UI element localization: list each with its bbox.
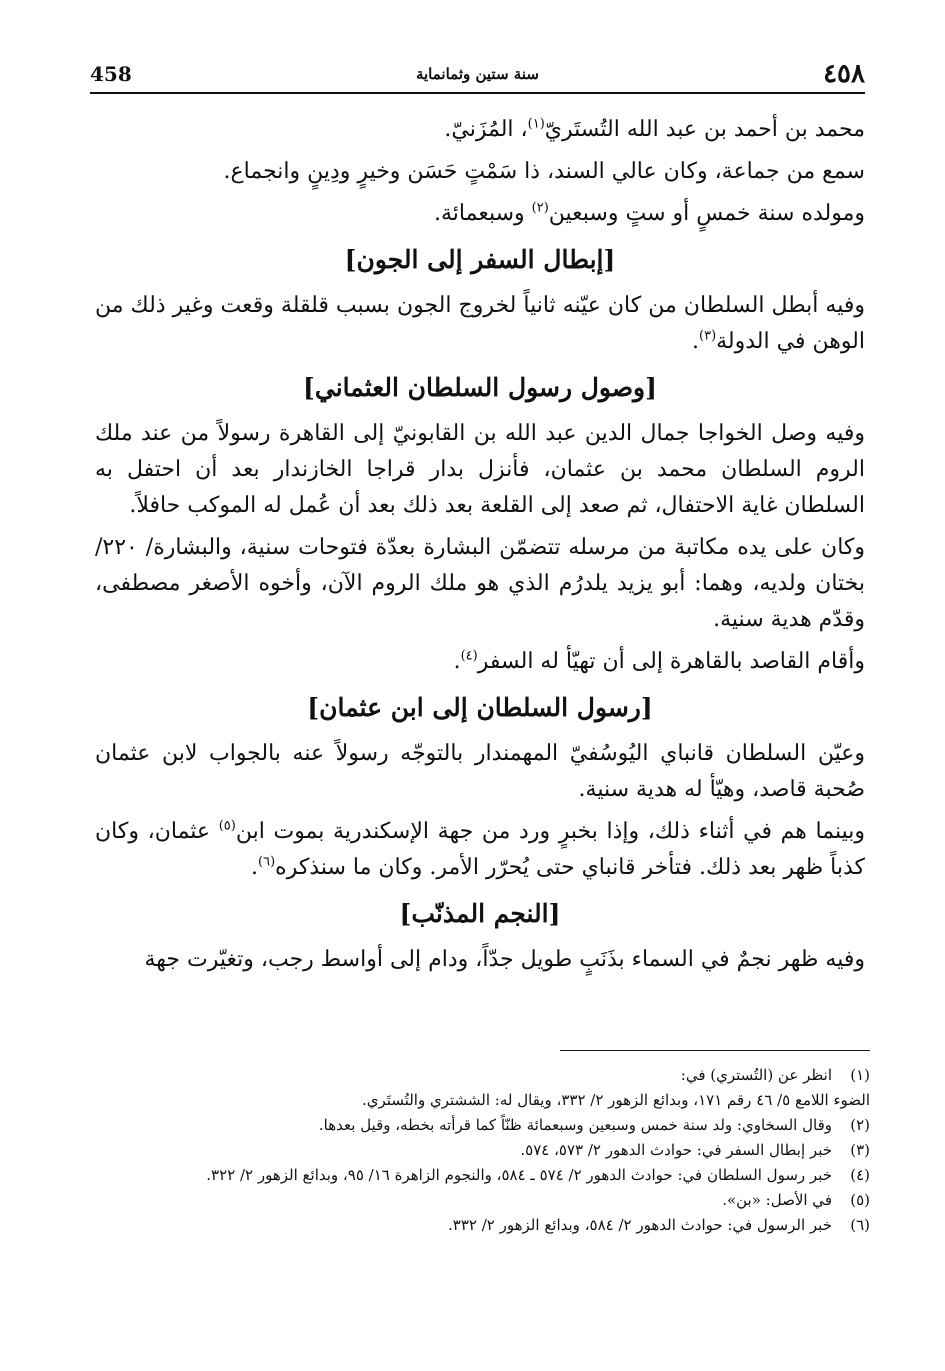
paragraph: وعيّن السلطان قانباي اليُوسُفيّ المهمندار بالتوجّه رسولاً عنه بالجواب لابن عثمان صُحبة قاصد، وهيّأ له هدية سنية. [95,741,865,802]
footnote-text: الضوء اللامع ٥/ ٤٦ رقم ١٧١، وبدائع الزهور ٢/ ٣٣٢، ويقال له: الششتري والتُستَري. [362,1091,870,1109]
paragraph: سمع من جماعة، وكان عالي السند، ذا سَمْتٍ حَسَن وخيرٍ ودِينٍ وانجماع. [223,159,865,184]
page-number-latin: 458 [90,62,132,86]
section-heading: [رسول السلطان إلى ابن عثمان] [307,693,653,722]
paragraph: محمد بن أحمد بن عبد الله التُستَريّ$^{(١)}$، المُزَنيّ. [444,116,865,142]
footnote-number: (٣) [850,1141,870,1159]
footnote-number: (١) [850,1066,870,1084]
footnotes [95,1064,870,1239]
footnote [95,1164,870,1187]
footnote [95,1064,870,1087]
footnote-text: خبر الرسول في: حوادث الدهور ٢/ ٥٨٤، وبدائع الزهور ٢/ ٣٣٢. [448,1216,832,1234]
section-heading: [وصول رسول السلطان العثماني] [303,373,657,402]
paragraph: وبينما هم في أثناء ذلك، وإذا بخبرٍ ورد من جهة الإسكندرية بموت ابن$^{(٥)}$ عثمان، وكان كذباً ظهر بعد ذلك. فتأخر قانباي حتى يُحرّر الأمر. وكان ما سنذكره$^{(٦)}$. [95,818,865,880]
paragraph: وكان على يده مكاتبة من مرسله تتضمّن البشارة بعدّة فتوحات سنية، والبشارة/ ٢٢٠/ بختان ولديه، وهما: أبو يزيد يلدرُم الذي هو ملك الروم الآن، وأخوه الأصغر مصطفى، وقدّم هدية سنية. [95,535,865,632]
footnote-text: خبر رسول السلطان في: حوادث الدهور ٢/ ٥٧٤ ـ ٥٨٤، والنجوم الزاهرة ١٦/ ٩٥، وبدائع الزهور ٢/ ٣٢٢. [206,1166,832,1184]
footnote-number: (٢) [850,1116,870,1134]
paragraph: وفيه أبطل السلطان من كان عيّنه ثانياً لخروج الجون بسبب قلقلة وقعت وغير ذلك من الوهن في الدولة$^{(٣)}$. [95,293,865,354]
paragraph: وأقام القاصد بالقاهرة إلى أن تهيّأ له السفر$^{(٤)}$. [453,648,865,674]
footnote-number: (٦) [850,1216,870,1234]
footnote-divider [560,1050,870,1051]
page-number-arabic: ٤٥٨ [823,59,865,89]
footnote-ref: (٣) [699,328,717,344]
footnote-text: وقال السخاوي: ولد سنة خمس وسبعين وسبعمائة ظنّاً كما قرأته بخطه، وقيل بعدها. [318,1116,832,1134]
footnote-text: انظر عن (التُستري) في: [680,1066,832,1084]
footnote-ref: (٥) [218,818,236,834]
footnote-ref: (٢) [531,200,549,216]
footnote [95,1114,870,1137]
main-text [95,112,865,984]
footnote-ref: (٦) [258,854,276,870]
section-heading: [النجم المذنّب] [399,899,561,928]
paragraph: ومولده سنة خمسٍ أو ستٍ وسبعين$^{(٢)}$ وسبعمائة. [434,200,865,226]
running-title: سنة ستين وثمانماية [415,65,539,83]
footnote-continuation [95,1089,870,1112]
page-header [90,56,865,94]
footnote [95,1214,870,1237]
footnote-number: (٤) [850,1166,870,1184]
footnote-ref: (٤) [460,648,478,664]
footnote-text: خبر إبطال السفر في: حوادث الدهور ٢/ ٥٧٣، ٥٧٤. [520,1141,832,1159]
footnote [95,1139,870,1162]
footnote-number: (٥) [850,1191,870,1209]
paragraph: وفيه وصل الخواجا جمال الدين عبد الله بن القابونيّ إلى القاهرة رسولاً من عند ملك الروم السلطان محمد بن عثمان، فأنزل بدار قراجا الخازندار بعد أن احتفل به السلطان غاية الاحتفال، ثم صعد إلى القلعة بعد ذلك بعد أن عُمل له الموكب حافلاً. [95,421,865,518]
paragraph: وفيه ظهر نجمٌ في السماء بذَنَبٍ طويل جدّاً، ودام إلى أواسط رجب، وتغيّرت جهة [144,947,865,972]
footnote-ref: (١) [527,116,545,132]
footnote [95,1189,870,1212]
footnote-text: في الأصل: «بن». [722,1191,832,1209]
section-heading: [إبطال السفر إلى الجون] [344,245,616,274]
